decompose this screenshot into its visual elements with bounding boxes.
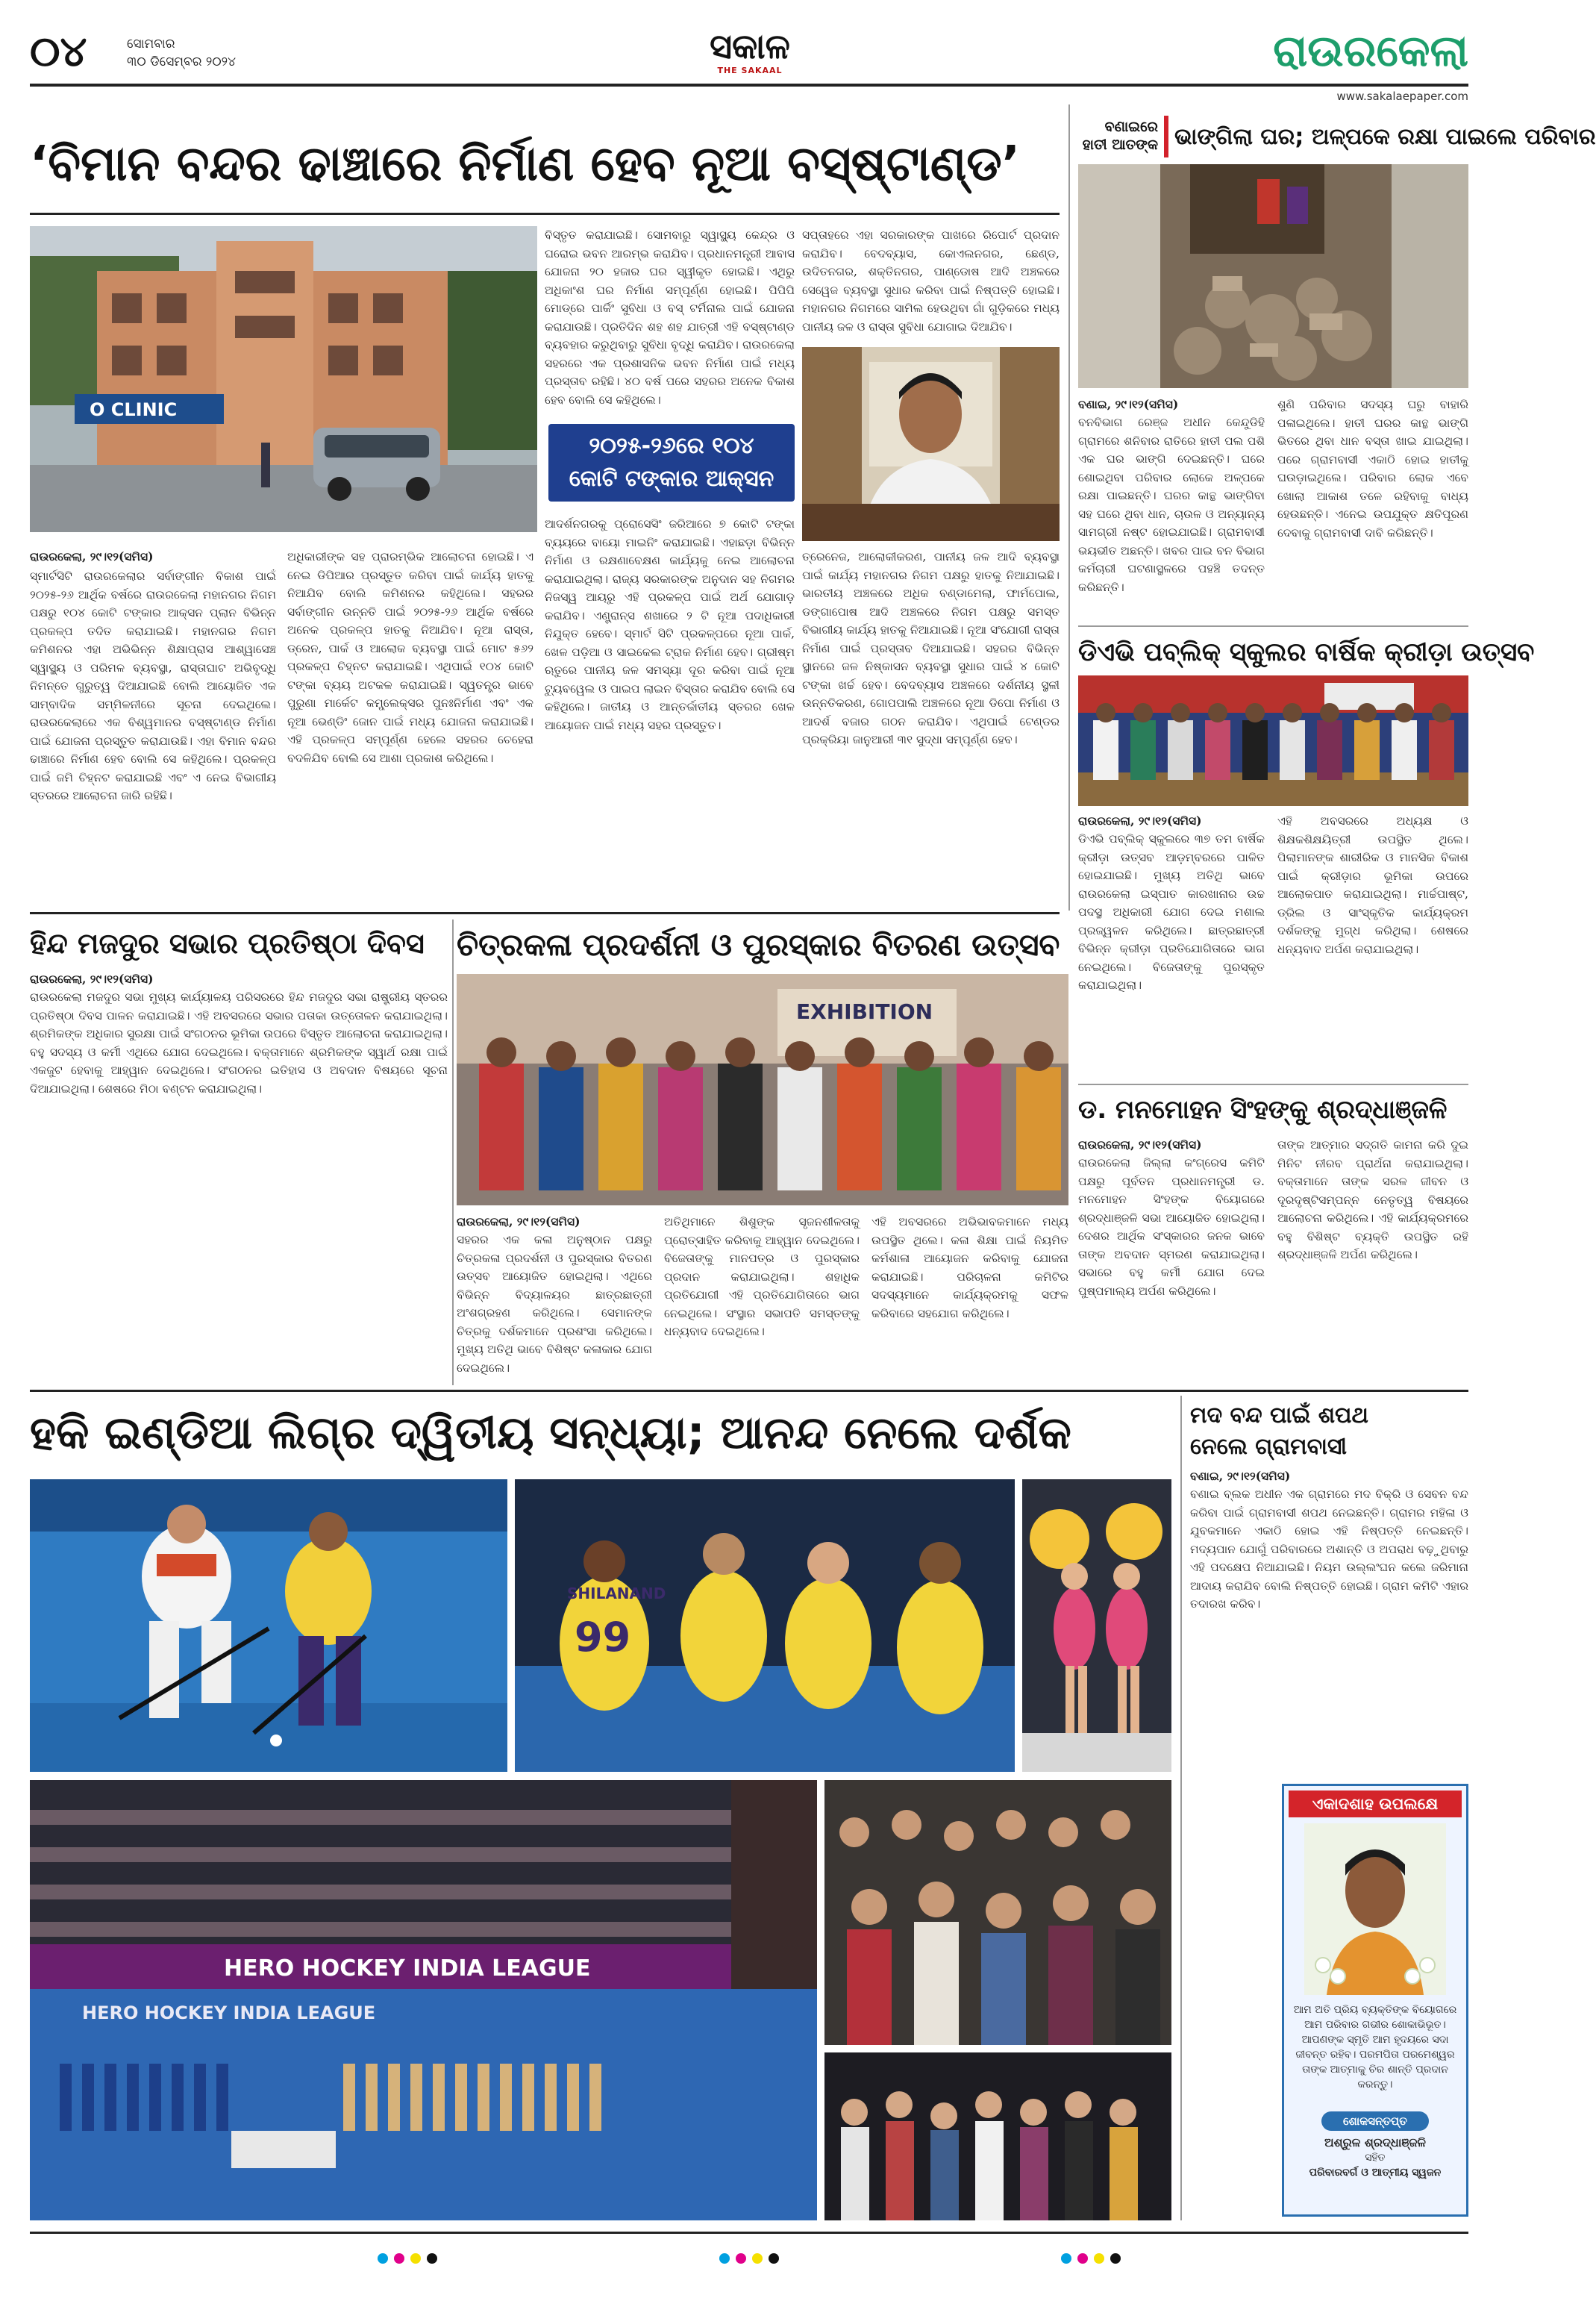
hockey-photo-2: [515, 1479, 1015, 1772]
stadium-photo: [30, 1780, 817, 2220]
school-headline: ଡିଏଭି ପବ୍ଲିକ୍ ସ୍କୁଲର ବାର୍ଷିକ କ୍ରୀଡ଼ା ଉତ୍ସବ: [1078, 637, 1535, 667]
obituary-signoff-2: ସହିତ: [1365, 2152, 1386, 2164]
lead-photo-building: [30, 226, 537, 532]
art-col-2: ଅତିଥିମାନେ ଶିଶୁଙ୍କ ସୃଜନଶୀଳତାକୁ ପ୍ରୋତ୍ସାହିତ କରିବାକୁ ଆହ୍ୱାନ ଦେଇଥିଲେ। ବିଜେତାଙ୍କୁ ମାନପତ୍ର ଓ ପୁରସ୍କାର ପ୍ରଦାନ କରାଯାଇଥିଲା। ଶହାଧିକ ପ୍ରତିଯୋଗୀ ଏହି ପ୍ରତିଯୋଗିତାରେ ଭାଗ ନେଇଥିଲେ। ସଂସ୍ଥାର ସଭାପତି ସମସ୍ତଙ୍କୁ ଧନ୍ୟବାଦ ଦେଇଥିଲେ।: [664, 1215, 860, 1338]
hms-headline: ହିନ୍ଦ ମଜଦୁର ସଭାର ପ୍ରତିଷ୍ଠା ଦିବସ: [30, 927, 425, 960]
house-col-2: ଶୁଣି ପରିବାର ସଦସ୍ୟ ଘରୁ ବାହାରି ପଳାଇଥିଲେ। ହାତୀ ଘରର କାନ୍ଥ ଭାଙ୍ଗି ଭିତରେ ଥିବା ଧାନ ବସ୍ତା ଖାଇ ଯାଇଥିଲା। ପରେ ଗ୍ରାମବାସୀ ଏକାଠି ହୋଇ ହାତୀକୁ ଘଉଡ଼ାଇଥିଲେ। ପରିବାର ଲୋକ ଏବେ ଖୋଲା ଆକାଶ ତଳେ ରହିବାକୁ ବାଧ୍ୟ ହେଉଛନ୍ତି। ଏନେଇ ଉପଯୁକ୍ତ କ୍ଷତିପୂରଣ ଦେବାକୁ ଗ୍ରାମବାସୀ ଦାବି କରିଛନ୍ତି।: [1277, 398, 1468, 540]
lead-headline: ‘ବିମାନ ବନ୍ଦର ଢାଞ୍ଚାରେ ନିର୍ମାଣ ହେବ ନୂଆ ବସ୍‌ଷ୍ଟାଣ୍ଡ’: [30, 137, 1020, 192]
art-col-3: ଏହି ଅବସରରେ ଅଭିଭାବକମାନେ ମଧ୍ୟ ଉପସ୍ଥିତ ଥିଲେ। କଳା ଶିକ୍ଷା ପାଇଁ ନିୟମିତ କର୍ମଶାଳା ଆୟୋଜନ କରିବାକୁ ଯୋଜନା କରାଯାଇଛି। ପରିଚାଳନା କମିଟିର ସଦସ୍ୟମାନେ କାର୍ଯ୍ୟକ୍ରମକୁ ସଫଳ କରିବାରେ ସହଯୋଗ କରିଥିଲେ।: [871, 1215, 1068, 1320]
lead-col-2: ଅଧିକାରୀଙ୍କ ସହ ପ୍ରାରମ୍ଭିକ ଆଲୋଚନା ହୋଇଛି। ଏ ନେଇ ଡିପିଆର ପ୍ରସ୍ତୁତ କରିବା ପାଇଁ କାର୍ଯ୍ୟ ହାତକୁ ନିଆଯିବ ବୋଲି କମିଶନର କହିଥିଲେ। ସହରର ସର୍ବାଙ୍ଗୀନ ଉନ୍ନତି ପାଇଁ ୨୦୨୫-୨୬ ଆର୍ଥିକ ବର୍ଷରେ ଅନେକ ପ୍ରକଳ୍ପ ହାତକୁ ନିଆଯିବ। ନୂଆ ରାସ୍ତା, ଡ୍ରେନ, ପାର୍କ ଓ ଆଲୋକ ବ୍ୟବସ୍ଥା ପାଇଁ ମୋଟ ୫୬୨ ପ୍ରକଳ୍ପ ଚିହ୍ନଟ କରାଯାଇଛି। ଏଥିପାଇଁ ୧୦୪ କୋଟି ଟଙ୍କା ବ୍ୟୟ ଅଟକଳ କରାଯାଇଛି। ସ୍ୱତନ୍ତ୍ର ଭାବେ ପୁରୁଣା ମାର୍କେଟ କମ୍ପ୍ଲେକ୍ସର ପୁନଃନିର୍ମାଣ ଏବଂ ଏକ ନୂଆ ଭେଣ୍ଡିଂ ଜୋନ ପାଇଁ ମଧ୍ୟ ଯୋଜନା କରାଯାଇଛି। ଏହି ପ୍ରକଳ୍ପ ସମ୍ପୂର୍ଣ୍ଣ ହେଲେ ସହରର ଚେହେରା ବଦଳିଯିବ ବୋଲି ସେ ଆଶା ପ୍ରକାଶ କରିଥିଲେ।: [287, 550, 533, 765]
obituary-title: ଏକାଦଶାହ ଉପଲକ୍ଷେ: [1289, 1790, 1462, 1817]
manmohan-col-1: ରାଉରକେଲା ଜିଲ୍ଲା କଂଗ୍ରେସ କମିଟି ପକ୍ଷରୁ ପୂର୍ବତନ ପ୍ରଧାନମନ୍ତ୍ରୀ ଡ. ମନମୋହନ ସିଂହଙ୍କ ବିୟୋଗରେ ଶ୍ରଦ୍ଧାଞ୍ଜଳି ସଭା ଆୟୋଜିତ ହୋଇଥିଲା। ଦେଶର ଆର୍ଥିକ ସଂସ୍କାରର ଜନକ ଭାବେ ତାଙ୍କ ଅବଦାନ ସ୍ମରଣ କରାଯାଇଥିଲା। ସଭାରେ ବହୁ କର୍ମୀ ଯୋଗ ଦେଇ ପୁଷ୍ପମାଲ୍ୟ ଅର୍ପଣ କରିଥିଲେ।: [1078, 1156, 1265, 1298]
art-headline: ଚିତ୍ରକଳା ପ୍ରଦର୍ଶନୀ ଓ ପୁରସ୍କାର ବିତରଣ ଉତ୍ସବ: [457, 927, 1060, 963]
hockey-headline: ହକି ଇଣ୍ଡିଆ ଲିଗ୍‌ର ଦ୍ୱିତୀୟ ସନ୍ଧ୍ୟା; ଆନନ୍ଦ ନେଲେ ଦର୍ଶକ: [30, 1407, 1071, 1459]
masthead-title: ସକାଳ: [710, 26, 790, 66]
art-dateline: ରାଉରକେଲା, ୨୯।୧୨(ସମିସ): [457, 1214, 580, 1228]
cheerleader-photo: [1022, 1479, 1171, 1772]
school-col-1: ଡିଏଭି ପବ୍ଲିକ୍ ସ୍କୁଲରେ ୩୭ ତମ ବାର୍ଷିକ କ୍ରୀଡ଼ା ଉତ୍ସବ ଆଡ଼ମ୍ବରରେ ପାଳିତ ହୋଇଯାଇଛି। ମୁଖ୍ୟ ଅତିଥି ଭାବେ ରାଉରକେଲା ଇସ୍ପାତ କାରଖାନାର ଉଚ୍ଚ ପଦସ୍ଥ ଅଧିକାରୀ ଯୋଗ ଦେଇ ମଶାଲ ପ୍ରଜ୍ୱଳନ କରିଥିଲେ। ଛାତ୍ରଛାତ୍ରୀ ବିଭିନ୍ନ କ୍ରୀଡ଼ା ପ୍ରତିଯୋଗିତାରେ ଭାଗ ନେଇଥିଲେ। ବିଜେତାଙ୍କୁ ପୁରସ୍କୃତ କରାଯାଇଥିଲା।: [1078, 832, 1265, 992]
house-col-1: ବନବିଭାଗ ରେଞ୍ଜ ଅଧୀନ କେନ୍ଦୁଡିହି ଗ୍ରାମରେ ଶନିବାର ରାତିରେ ହାତୀ ପଲ ପଶି ଏକ ଘର ଭାଙ୍ଗି ଦେଇଛନ୍ତି। ଘରେ ଶୋଇଥିବା ପରିବାର ଲୋକେ ଅଳ୍ପକେ ରକ୍ଷା ପାଇଛନ୍ତି। ଘରର କାନ୍ଥ ଭାଙ୍ଗିବା ସହ ଘରେ ଥିବା ଧାନ, ଚାଉଳ ଓ ଅନ୍ୟାନ୍ୟ ସାମଗ୍ରୀ ନଷ୍ଟ ହୋଇଯାଇଛି। ଗ୍ରାମବାସୀ ଭୟଭୀତ ଅଛନ୍ତି। ଖବର ପାଇ ବନ ବିଭାଗ କର୍ମଚାରୀ ଘଟଣାସ୍ଥଳରେ ପହଞ୍ଚି ତଦନ୍ତ କରିଛନ୍ତି।: [1078, 416, 1265, 594]
page-number: ୦୪: [30, 28, 87, 76]
liquor-headline-1: ମଦ ବନ୍ଦ ପାଇଁ ଶପଥ: [1190, 1402, 1368, 1429]
art-col-1: ସହରର ଏକ କଳା ଅନୁଷ୍ଠାନ ପକ୍ଷରୁ ଚିତ୍ରକଳା ପ୍ରଦର୍ଶନୀ ଓ ପୁରସ୍କାର ବିତରଣ ଉତ୍ସବ ଆୟୋଜିତ ହୋଇଥିଲା। ଏଥିରେ ବିଭିନ୍ନ ବିଦ୍ୟାଳୟର ଛାତ୍ରଛାତ୍ରୀ ଅଂଶଗ୍ରହଣ କରିଥିଲେ। ସେମାନଙ୍କ ଚିତ୍ରକୁ ଦର୍ଶକମାନେ ପ୍ରଶଂସା କରିଥିଲେ। ମୁଖ୍ୟ ଅତିଥି ଭାବେ ବିଶିଷ୍ଟ କଳାକାର ଯୋଗ ଦେଇଥିଲେ।: [457, 1233, 652, 1375]
school-col-2: ଏହି ଅବସରରେ ଅଧ୍ୟକ୍ଷ ଓ ଶିକ୍ଷକଶିକ୍ଷୟିତ୍ରୀ ଉପସ୍ଥିତ ଥିଲେ। ପିଲାମାନଙ୍କ ଶାରୀରିକ ଓ ମାନସିକ ବିକାଶ ପାଇଁ କ୍ରୀଡ଼ାର ଭୂମିକା ଉପରେ ଆଲୋକପାତ କରାଯାଇଥିଲା। ମାର୍ଚ୍ଚପାଷ୍ଟ, ଡ୍ରିଲ ଓ ସାଂସ୍କୃତିକ କାର୍ଯ୍ୟକ୍ରମ ଦର୍ଶକଙ୍କୁ ମୁଗ୍ଧ କରିଥିଲା। ଶେଷରେ ଧନ୍ୟବାଦ ଅର୍ପଣ କରାଯାଇଥିଲା।: [1277, 814, 1468, 956]
crowd-photo-2: [824, 2052, 1171, 2220]
lead-col-1: ସ୍ମାର୍ଟସିଟି ରାଉରକେଲାର ସର୍ବାଙ୍ଗୀନ ବିକାଶ ପାଇଁ ୨୦୨୫-୨୬ ଆର୍ଥିକ ବର୍ଷରେ ରାଉରକେଲା ମହାନଗର ନିଗମ ପକ୍ଷରୁ ୧୦୪ କୋଟି ଟଙ୍କାର ଆକ୍ସନ ପ୍ଲାନ ବିଭିନ୍ନ ପ୍ରକଳ୍ପ ତଦିତ କରାଯାଇଛି। ମହାନଗର ନିଗମ କମିଶନର ଏହା ଅଭିଭିନ୍ନ ଶିକ୍ଷାପ୍ରାସ ଆଶ୍ୱାସେଞ୍ଚ ସ୍ୱାସ୍ଥ୍ୟ ଓ ପରିମଳ ବ୍ୟବସ୍ଥା, ରାସ୍ତାଘାଟ ଅଭିବୃଦ୍ଧି ନିମନ୍ତେ ଗୁରୁତ୍ୱ ଦିଆଯାଇଛି ବୋଲି ଆୟୋଜିତ ଏକ ସାମ୍ବାଦିକ ସମ୍ମିଳନୀରେ ସୂଚନା ଦେଇଥିଲେ। ରାଉରକେଲାରେ ଏକ ବିଶ୍ୱମାନର ବସ୍‌ଷ୍ଟାଣ୍ଡ ନିର୍ମାଣ ପାଇଁ ଯୋଜନା ପ୍ରସ୍ତୁତ କରାଯାଉଛି। ଏହା ବିମାନ ବନ୍ଦର ଢାଞ୍ଚାରେ ନିର୍ମାଣ ହେବ ବୋଲି ସେ କହିଥିଲେ। ପ୍ରକଳ୍ପ ପାଇଁ ଜମି ଚିହ୍ନଟ କରାଯାଇଛି ଏବଂ ଏ ନେଇ ବିଭାଗୀୟ ସ୍ତରରେ ଆଲୋଚନା ଜାରି ରହିଛି।: [30, 569, 276, 802]
column-divider-3: [1180, 1396, 1182, 2220]
issue-day: ସୋମବାର: [127, 37, 175, 51]
column-divider-2: [452, 920, 454, 1385]
hms-dateline: ରାଉରକେଲା, ୨୯।୧୨(ସମିସ): [30, 972, 154, 986]
liquor-headline-2: ନେଲେ ଗ୍ରାମବାସୀ: [1190, 1434, 1348, 1460]
lead-col-4: ସପ୍ତାହରେ ଏହା ସରକାରଙ୍କ ପାଖରେ ରିପୋର୍ଟ ପ୍ରଦାନ କରାଯିବ। ବେଦବ୍ୟାସ, କୋଏଲନଗର, ଛେଣ୍ଡ, ଉଦିତନଗର, ଶକ୍ତିନଗର, ପାଣ୍ଡୋଷ ଆଦି ଅଞ୍ଚଳରେ ସେୱେଜ ବ୍ୟବସ୍ଥା ସୁଧାର କରିବା ପାଇଁ ନିଷ୍ପତ୍ତି ହୋଇଛି। ମହାନଗର ନିଗମରେ ସାମିଲ ହେଉଥିବା ଗାଁ ଗୁଡ଼ିକରେ ମଧ୍ୟ ପାନୀୟ ଜଳ ଓ ରାସ୍ତା ସୁବିଧା ଯୋଗାଇ ଦିଆଯିବ।: [802, 228, 1060, 334]
footer-rule: [30, 2232, 1468, 2234]
kicker-bar: [1164, 116, 1168, 157]
stadium-banner: HERO HOCKEY INDIA LEAGUE: [224, 1955, 591, 1982]
masthead-subtitle: THE SAKAAL: [717, 66, 783, 75]
hockey-photo-1: [30, 1479, 507, 1772]
lead-highlight-box: [548, 424, 795, 525]
mid-rule: [30, 912, 1060, 914]
hms-text: ରାଉରକେଲା ମଜଦୁର ସଭା ମୁଖ୍ୟ କାର୍ଯ୍ୟାଳୟ ପରିସରରେ ହିନ୍ଦ ମଜଦୁର ସଭା ରାଷ୍ଟ୍ରୀୟ ସ୍ତରର ପ୍ରତିଷ୍ଠା ଦିବସ ପାଳନ କରାଯାଇଛି। ଏହି ଅବସରରେ ସଭାର ପତାକା ଉତ୍ତୋଳନ କରାଯାଇଥିଲା। ଶ୍ରମିକଙ୍କ ଅଧିକାର ସୁରକ୍ଷା ପାଇଁ ସଂଗଠନର ଭୂମିକା ଉପରେ ବିସ୍ତୃତ ଆଲୋଚନା କରାଯାଇଥିଲା। ବହୁ ସଦସ୍ୟ ଓ କର୍ମୀ ଏଥିରେ ଯୋଗ ଦେଇଥିଲେ। ବକ୍ତାମାନେ ଶ୍ରମିକଙ୍କ ସ୍ୱାର୍ଥ ରକ୍ଷା ପାଇଁ ଏକଜୁଟ ହେବାକୁ ଆହ୍ୱାନ ଦେଇଥିଲେ। ସଂଗଠନର ଇତିହାସ ଓ ଅବଦାନ ବିଷୟରେ ସୂଚନା ଦିଆଯାଇଥିଲା। ଶେଷରେ ମିଠା ବଣ୍ଟନ କରାଯାଇଥିଲା।: [30, 990, 448, 1096]
stadium-banner-2: HERO HOCKEY INDIA LEAGUE: [82, 2002, 376, 2023]
house-headline: ଭାଙ୍ଗିଲା ଘର; ଅଳ୍ପକେ ରକ୍ଷା ପାଇଲେ ପରିବାର: [1174, 124, 1596, 150]
obituary-signoff-3: ପରିବାରବର୍ଗ ଓ ଆତ୍ମୀୟ ସ୍ୱଜନ: [1309, 2167, 1442, 2179]
house-photo: [1078, 164, 1468, 388]
manmohan-col-2: ତାଙ୍କ ଆତ୍ମାର ସଦ୍‌ଗତି କାମନା କରି ଦୁଇ ମିନିଟ ନୀରବ ପ୍ରାର୍ଥନା କରାଯାଇଥିଲା। ବକ୍ତାମାନେ ତାଙ୍କ ସରଳ ଜୀବନ ଓ ଦୂରଦୃଷ୍ଟିସମ୍ପନ୍ନ ନେତୃତ୍ୱ ବିଷୟରେ ଆଲୋଚନା କରିଥିଲେ। ଏହି କାର୍ଯ୍ୟକ୍ରମରେ ବହୁ ବିଶିଷ୍ଟ ବ୍ୟକ୍ତି ଉପସ୍ଥିତ ରହି ଶ୍ରଦ୍ଧାଞ୍ଜଳି ଅର୍ପଣ କରିଥିଲେ।: [1277, 1138, 1468, 1261]
jersey-name: SHILANAND: [567, 1585, 666, 1602]
exhibition-banner-text: EXHIBITION: [796, 999, 933, 1024]
section-rule: [1078, 625, 1468, 627]
manmohan-dateline: ରାଉରକେଲା, ୨୯।୧୨(ସମିସ): [1078, 1137, 1202, 1152]
crowd-photo-1: [824, 1780, 1171, 2045]
house-kicker-2: ହାତୀ ଆତଙ୍କ: [1082, 137, 1158, 153]
issue-date: ୩୦ ଡିସେମ୍ବର ୨୦୨୪: [127, 54, 237, 69]
obituary-ad: [1282, 1784, 1468, 2217]
obituary-label: ଶୋକସନ୍ତପ୍ତ: [1321, 2111, 1429, 2131]
obituary-portrait: [1304, 1823, 1446, 1995]
edition-name: ରାଉରକେଲା: [1273, 25, 1468, 76]
lead-col-6: ତ୍ରେନେଜ, ଆଲୋକୀକରଣ, ପାନୀୟ ଜଳ ଆଦି ବ୍ୟବସ୍ଥା ପାଇଁ କାର୍ଯ୍ୟ ମହାନଗର ନିଗମ ପକ୍ଷରୁ ହାତକୁ ନିଆଯାଇଛି। ଭାରତୀୟ ଅଞ୍ଚଳରେ ଅଧିକ ବଣ୍ଡାମେଲା, ଫାର୍ମପୋଲ, ଡଙ୍ଗାପୋଷ ଆଦି ଅଞ୍ଚଳରେ ନିଗମ ପକ୍ଷରୁ ସମସ୍ତ ବିଭାଗୀୟ କାର୍ଯ୍ୟ ହାତକୁ ନିଆଯାଇଛି। ନୂଆ ସଂଯୋଗୀ ରାସ୍ତା ନିର୍ମାଣ ପାଇଁ ପ୍ରସ୍ତାବ ଦିଆଯାଇଛି। ସହରର ବିଭିନ୍ନ ସ୍ଥାନରେ ଜଳ ନିଷ୍କାସନ ବ୍ୟବସ୍ଥା ସୁଧାର ପାଇଁ ୪ କୋଟି ଟଙ୍କା ଖର୍ଚ୍ଚ ହେବ। ବେଦବ୍ୟାସ ଅଞ୍ଚଳରେ ଦର୍ଶନୀୟ ସ୍ଥଳୀ ଉନ୍ନତିକରଣ, ଗୋପପାଲି ଅଞ୍ଚଳରେ ନୂଆ ଡିପୋ ନିର୍ମାଣ ଓ ଆଦର୍ଶ ବଜାର ଗଠନ କରାଯିବ। ଏଥିପାଇଁ ଟେଣ୍ଡର ପ୍ରକ୍ରିୟା ଜାନୁଆରୀ ୩୧ ସୁଦ୍ଧା ସମ୍ପୂର୍ଣ୍ଣ ହେବ।: [802, 550, 1060, 746]
obituary-signoff-1: ଅଶ୍ରୁଳ ଶ୍ରଦ୍ଧାଞ୍ଜଳି: [1324, 2135, 1426, 2149]
liquor-text: ବଣାଇ ବ୍ଲକ ଅଧୀନ ଏକ ଗ୍ରାମରେ ମଦ ବିକ୍ରି ଓ ସେବନ ବନ୍ଦ କରିବା ପାଇଁ ଗ୍ରାମବାସୀ ଶପଥ ନେଇଛନ୍ତି। ଗ୍ରାମର ମହିଳା ଓ ଯୁବକମାନେ ଏକାଠି ହୋଇ ଏହି ନିଷ୍ପତ୍ତି ନେଇଛନ୍ତି। ମଦ୍ୟପାନ ଯୋଗୁଁ ପରିବାରରେ ଅଶାନ୍ତି ଓ ଅପରାଧ ବଢ଼ୁଥିବାରୁ ଏହି ପଦକ୍ଷେପ ନିଆଯାଇଛି। ନିୟମ ଉଲ୍ଲଂଘନ କଲେ ଜରିମାନା ଆଦାୟ କରାଯିବ ବୋଲି ନିଷ୍ପତ୍ତି ହୋଇଛି। ଗ୍ରାମ କମିଟି ଏହାର ତଦାରଖ କରିବ।: [1190, 1487, 1468, 1611]
website: www.sakalaepaper.com: [1336, 90, 1468, 103]
house-kicker-1: ବଣାଇରେ: [1104, 119, 1158, 135]
lead-col-5: ଆଦର୍ଶନଗରକୁ ପ୍ରୋସେସିଂ ଜରିଆରେ ୭ କୋଟି ଟଙ୍କା ବ୍ୟୟରେ ବାୟୋ ମାଇନିଂ କରାଯାଇଛି। ଏହାଛଡ଼ା ବିଭିନ୍ନ ନିର୍ମାଣ ଓ ରକ୍ଷଣାବେକ୍ଷଣ କାର୍ଯ୍ୟକୁ ନେଇ ଆଲୋଚନା କରାଯାଇଥିଲା। ରାଜ୍ୟ ସରକାରଙ୍କ ଅନୁଦାନ ସହ ନିଗମର ନିଜସ୍ୱ ଆୟରୁ ଏହି ପ୍ରକଳ୍ପ ପାଇଁ ଅର୍ଥ ଯୋଗାଡ଼ କରାଯିବ। ଏଣ୍ଟ୍ରାନ୍ସ ଶଖାରେ ୨ ଟି ନୂଆ ପଦାଧିକାରୀ ନିଯୁକ୍ତ ହେବେ। ସ୍ମାର୍ଟ ସିଟି ପ୍ରକଳ୍ପରେ ନୂଆ ପାର୍କ, ଖେଳ ପଡ଼ିଆ ଓ ସାଇକେଲ ଟ୍ରାକ ନିର୍ମାଣ ହେବ। ଗ୍ରୀଷ୍ମ ଋତୁରେ ପାନୀୟ ଜଳ ସମସ୍ୟା ଦୂର କରିବା ପାଇଁ ନୂଆ ଟ୍ୟୁବୱେଲ ଓ ପାଇପ ଲାଇନ ବିସ୍ତାର କରାଯିବ ବୋଲି ସେ କହିଥିଲେ। ଜାତୀୟ ଓ ଆନ୍ତର୍ଜାତୀୟ ସ୍ତରର ଖେଳ ଆୟୋଜନ ପାଇଁ ମଧ୍ୟ ସହର ପ୍ରସ୍ତୁତ।: [545, 517, 795, 732]
liquor-dateline: ବଣାଇ, ୨୯।୧୨(ସମିସ): [1190, 1469, 1291, 1483]
school-photo: [1078, 675, 1468, 806]
manmohan-headline: ଡ. ମନମୋହନ ସିଂହଙ୍କୁ ଶ୍ରଦ୍ଧାଞ୍ଜଳି: [1078, 1095, 1448, 1125]
art-photo: [457, 974, 1068, 1205]
photo-sign-text: O CLINIC: [90, 399, 178, 420]
lead-dateline: ରାଉରକେଲା, ୨୯।୧୨(ସମିସ): [30, 549, 154, 563]
lead-col-3: ବିସ୍ତୃତ କରାଯାଇଛି। ସୋମବାରୁ ସ୍ୱାସ୍ଥ୍ୟ କେନ୍ଦ୍ର ଓ ଘରୋଇ ଭବନ ଆରମ୍ଭ କରାଯିବ। ପ୍ରଧାନମନ୍ତ୍ରୀ ଆବାସ ଯୋଜନା ୨୦ ହଜାର ଘର ସ୍ୱୀକୃତ ହୋଇଛି। ଏଥିରୁ ଅଧିକାଂଶ ଘର ନିର୍ମାଣ ସମ୍ପୂର୍ଣ୍ଣ ହୋଇଛି। ପିପିପି ମୋଡ୍‌ରେ ପାର୍କିଂ ସୁବିଧା ଓ ବସ୍‌ ଟର୍ମିନାଲ ପାଇଁ ଯୋଜନା କରାଯାଉଛି। ପ୍ରତିଦିନ ଶହ ଶହ ଯାତ୍ରୀ ଏହି ବସ୍‌ଷ୍ଟାଣ୍ଡ ବ୍ୟବହାର କରୁଥିବାରୁ ସୁବିଧା ବୃଦ୍ଧି କରାଯିବ। ରାଉରକେଲା ସହରରେ ଏକ ପ୍ରଶାସନିକ ଭବନ ନିର୍ମାଣ ପାଇଁ ମଧ୍ୟ ପ୍ରସ୍ତାବ ରହିଛି। ୪୦ ବର୍ଷ ପରେ ସହରର ଅନେକ ବିକାଶ ହେବ ବୋଲି ସେ କହିଥିଲେ।: [545, 228, 795, 407]
highlight-line-1: ୨୦୨୫-୨୬ରେ ୧୦୪: [589, 433, 754, 459]
house-dateline: ବଣାଇ, ୨୯।୧୨(ସମିସ): [1078, 397, 1179, 411]
highlight-line-2: କୋଟି ଟଙ୍କାର ଆକ୍ସନ ପ୍ଲାନ: [569, 466, 774, 525]
obituary-text: ଆମ ଅତି ପ୍ରିୟ ବ୍ୟକ୍ତିଙ୍କ ବିୟୋଗରେ ଆମ ପରିବାର ଗଭୀର ଶୋକାଭିଭୂତ। ଆପଣଙ୍କ ସ୍ମୃତି ଆମ ହୃଦୟରେ ସଦା ଜୀବନ୍ତ ରହିବ। ପରମପିତା ପରମେଶ୍ୱର ତାଙ୍କ ଆତ୍ମାକୁ ଚିର ଶାନ୍ତି ପ୍ରଦାନ କରନ୍ତୁ।: [1293, 2004, 1457, 2091]
header-rule: [30, 84, 1468, 87]
lead-headline-rule: [30, 213, 1060, 215]
section-rule-2: [1078, 1084, 1468, 1085]
column-divider: [1068, 104, 1070, 911]
jersey-number: 99: [575, 1614, 631, 1661]
masthead: [664, 27, 836, 81]
registration-marks: [30, 2252, 1468, 2270]
school-dateline: ରାଉରକେଲା, ୨୯।୧୨(ସମିସ): [1078, 814, 1202, 828]
hockey-rule: [30, 1390, 1468, 1392]
lead-photo-portrait: [802, 347, 1060, 541]
